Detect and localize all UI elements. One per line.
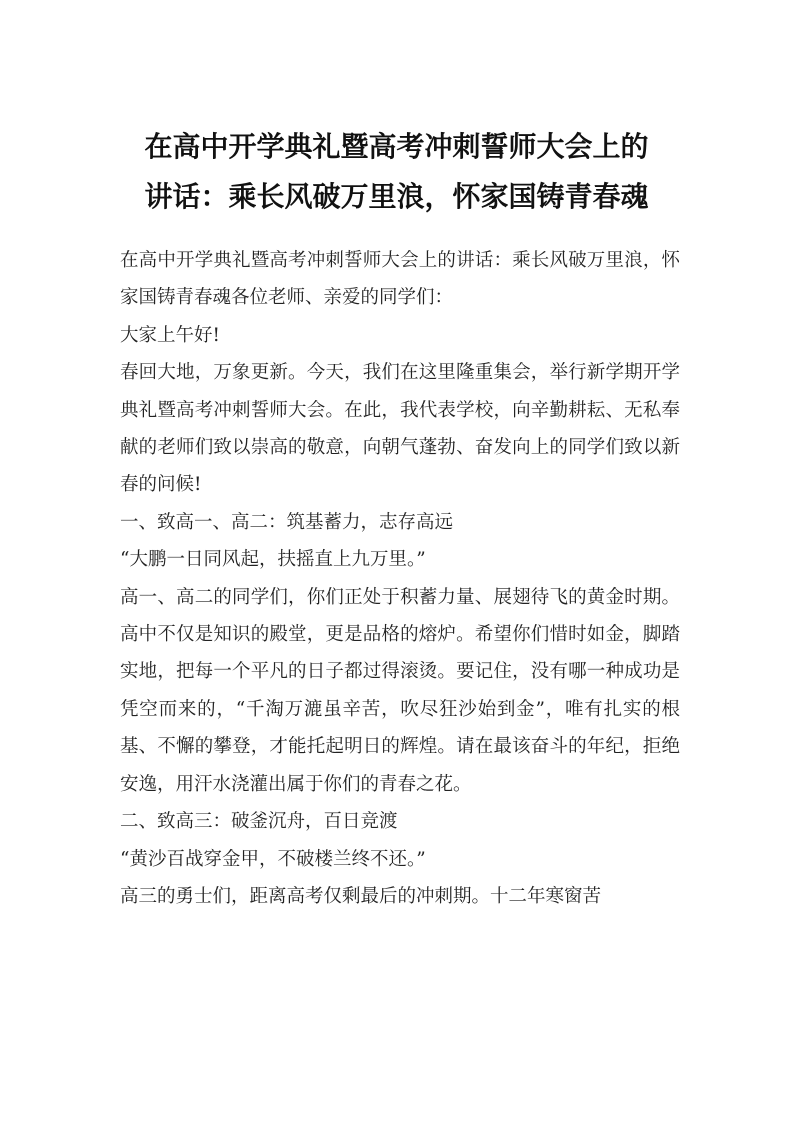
quote-2: “黄沙百战穿金甲，不破楼兰终不还。” [120, 848, 426, 870]
paragraph-opening: 春回大地，万象更新。今天，我们在这里隆重集会，举行新学期开学典礼暨高考冲刺誓师大会。在此，我代表学校，向辛勤耕耘、无私奉献的老师们致以崇高的敬意，向朝气蓬勃、奋发向上的同学们致以新春的问候! [120, 362, 680, 496]
paragraph-salutation: 在高中开学典礼暨高考冲刺誓师大会上的讲话：乘长风破万里浪，怀家国铸青春魂各位老师、亲爱的同学们： [120, 250, 680, 309]
title-line-1: 在高中开学典礼暨高考冲刺誓师大会上的 [144, 130, 649, 163]
section-heading-1: 一、致高一、高二：筑基蓄力，志存高远 [120, 511, 454, 533]
section-heading-2: 二、致高三：破釜沉舟，百日竞渡 [120, 811, 398, 833]
document-title [100, 122, 693, 222]
title-line-2: 讲话：乘长风破万里浪，怀家国铸青春魂 [144, 180, 649, 213]
quote-1: “大鹏一日同风起，扶摇直上九万里。” [120, 549, 426, 571]
paragraph-section-2: 高三的勇士们，距离高考仅剩最后的冲刺期。十二年寒窗苦 [120, 885, 602, 907]
document-body [120, 242, 680, 915]
paragraph-section-1: 高一、高二的同学们，你们正处于积蓄力量、展翅待飞的黄金时期。高中不仅是知识的殿堂，更是品格的熔炉。希望你们惜时如金，脚踏实地，把每一个平凡的日子都过得滚烫。要记住，没有哪一种成功是凭空而来的，“千淘万漉虽辛苦，吹尽狂沙始到金”，唯有扎实的根基、不懈的攀登，才能托起明日的辉煌。请在最该奋斗的年纪，拒绝安逸，用汗水浇灌出属于你们的青春之花。 [120, 586, 680, 795]
paragraph-greeting: 大家上午好! [120, 324, 220, 346]
